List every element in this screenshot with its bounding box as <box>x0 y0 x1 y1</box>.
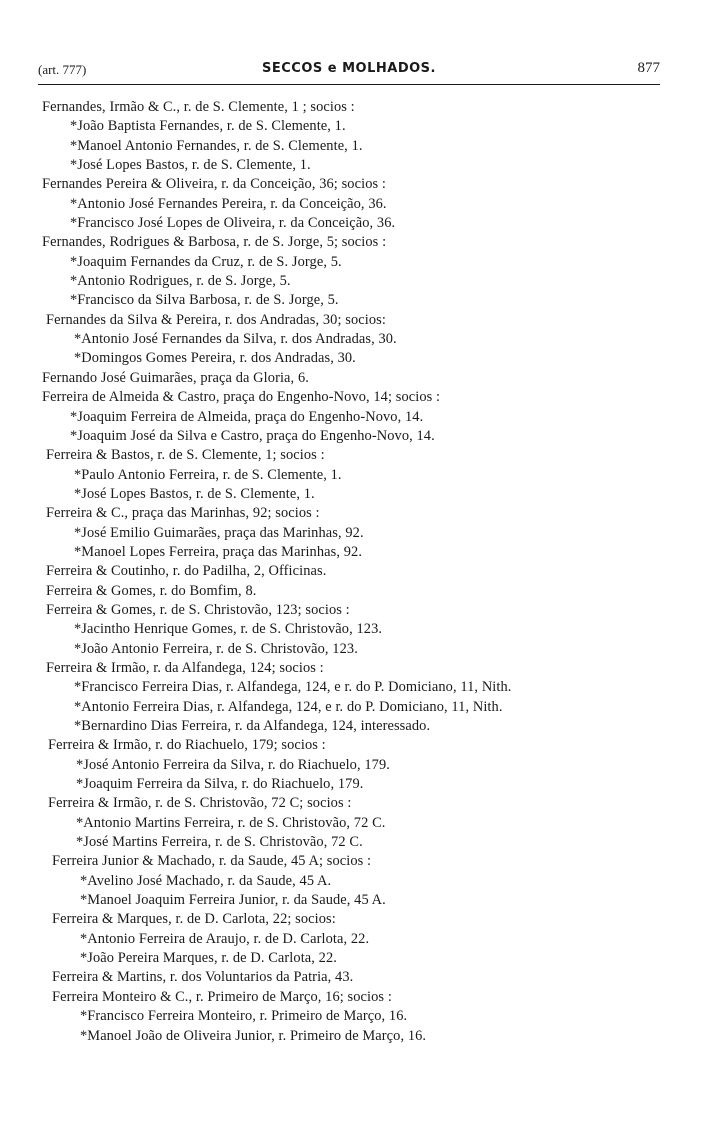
partner-entry: *Joaquim Fernandes da Cruz, r. de S. Jorge, 5. <box>70 253 342 270</box>
partner-entry: *Avelino José Machado, r. da Saude, 45 A. <box>80 872 332 889</box>
firm-entry: Fernandes, Rodrigues & Barbosa, r. de S. Jorge, 5; socios : <box>42 234 387 251</box>
partner-entry: *Antonio Rodrigues, r. de S. Jorge, 5. <box>70 273 291 290</box>
directory-entries <box>0 98 715 1046</box>
partner-entry: *João Pereira Marques, r. de D. Carlota, 22. <box>80 950 337 967</box>
page-header <box>38 60 660 85</box>
firm-entry: Ferreira & Martins, r. dos Voluntarios da Patria, 43. <box>52 969 354 986</box>
partner-entry: *Francisco da Silva Barbosa, r. de S. Jorge, 5. <box>70 292 339 309</box>
firm-entry: Ferreira & Irmão, r. da Alfandega, 124; socios : <box>46 659 324 676</box>
page-number: 877 <box>637 60 660 76</box>
firm-entry: Ferreira & Coutinho, r. do Padilha, 2, Officinas. <box>46 563 327 580</box>
partner-entry: *João Baptista Fernandes, r. de S. Clemente, 1. <box>70 118 346 135</box>
firm-entry: Fernandes da Silva & Pereira, r. dos Andradas, 30; socios: <box>46 311 386 328</box>
partner-entry: *Joaquim Ferreira de Almeida, praça do Engenho-Novo, 14. <box>70 408 424 425</box>
partner-entry: *Francisco José Lopes de Oliveira, r. da Conceição, 36. <box>70 215 396 232</box>
partner-entry: *Paulo Antonio Ferreira, r. de S. Clemente, 1. <box>74 466 342 483</box>
firm-entry: Ferreira & C., praça das Marinhas, 92; socios : <box>46 505 320 522</box>
partner-entry: *Manoel Joaquim Ferreira Junior, r. da Saude, 45 A. <box>80 892 386 909</box>
firm-entry: Ferreira de Almeida & Castro, praça do Engenho-Novo, 14; socios : <box>42 389 441 406</box>
partner-entry: *Antonio José Fernandes Pereira, r. da Conceição, 36. <box>70 195 387 212</box>
partner-entry: *Bernardino Dias Ferreira, r. da Alfandega, 124, interessado. <box>74 718 431 734</box>
partner-entry: *Joaquim Ferreira da Silva, r. do Riachuelo, 179. <box>76 776 364 793</box>
firm-entry: Ferreira & Irmão, r. de S. Christovão, 72 C; socios : <box>48 795 352 812</box>
partner-entry: *Francisco Ferreira Dias, r. Alfandega, 124, e r. do P. Domiciano, 11, Nith. <box>74 679 512 696</box>
firm-entry: Ferreira & Irmão, r. do Riachuelo, 179; socios : <box>48 737 326 754</box>
article-reference: (art. 777) <box>38 62 87 77</box>
partner-entry: *Joaquim José da Silva e Castro, praça do Engenho-Novo, 14. <box>70 427 435 444</box>
firm-entry: Ferreira Junior & Machado, r. da Saude, 45 A; socios : <box>52 853 372 870</box>
partner-entry: *Francisco Ferreira Monteiro, r. Primeiro de Março, 16. <box>80 1008 408 1025</box>
firm-entry: Fernandes Pereira & Oliveira, r. da Conceição, 36; socios : <box>42 176 386 193</box>
firm-entry: Ferreira & Gomes, r. do Bomfim, 8. <box>46 582 257 599</box>
partner-entry: *Antonio Ferreira de Araujo, r. de D. Carlota, 22. <box>80 930 370 947</box>
partner-entry: *Antonio Ferreira Dias, r. Alfandega, 124, e r. do P. Domiciano, 11, Nith. <box>74 698 503 715</box>
partner-entry: *João Antonio Ferreira, r. de S. Christovão, 123. <box>74 640 358 657</box>
partner-entry: *Manoel Lopes Ferreira, praça das Marinhas, 92. <box>74 543 363 560</box>
firm-entry: Ferreira & Bastos, r. de S. Clemente, 1; socios : <box>46 447 325 464</box>
partner-entry: *Jacintho Henrique Gomes, r. de S. Christovão, 123. <box>74 621 383 638</box>
firm-entry: Ferreira & Marques, r. de D. Carlota, 22; socios: <box>52 911 336 928</box>
section-title: SECCOS e MOLHADOS. <box>262 61 436 76</box>
firm-entry: Fernando José Guimarães, praça da Gloria, 6. <box>42 369 309 386</box>
firm-entry: Ferreira & Gomes, r. de S. Christovão, 123; socios : <box>46 601 350 618</box>
partner-entry: *Antonio Martins Ferreira, r. de S. Christovão, 72 C. <box>76 814 386 831</box>
partner-entry: *José Lopes Bastos, r. de S. Clemente, 1. <box>70 157 311 174</box>
partner-entry: *José Lopes Bastos, r. de S. Clemente, 1. <box>74 485 315 502</box>
partner-entry: *José Emilio Guimarães, praça das Marinhas, 92. <box>74 524 364 541</box>
partner-entry: *José Martins Ferreira, r. de S. Christovão, 72 C. <box>76 834 363 851</box>
firm-entry: Fernandes, Irmão & C., r. de S. Clemente, 1 ; socios : <box>42 99 355 115</box>
partner-entry: *Manoel Antonio Fernandes, r. de S. Clemente, 1. <box>70 137 363 154</box>
partner-entry: *Manoel João de Oliveira Junior, r. Primeiro de Março, 16. <box>80 1027 427 1044</box>
partner-entry: *José Antonio Ferreira da Silva, r. do Riachuelo, 179. <box>76 756 390 773</box>
partner-entry: *Domingos Gomes Pereira, r. dos Andradas, 30. <box>74 350 356 367</box>
partner-entry: *Antonio José Fernandes da Silva, r. dos Andradas, 30. <box>74 331 397 348</box>
firm-entry: Ferreira Monteiro & C., r. Primeiro de Março, 16; socios : <box>52 988 392 1005</box>
